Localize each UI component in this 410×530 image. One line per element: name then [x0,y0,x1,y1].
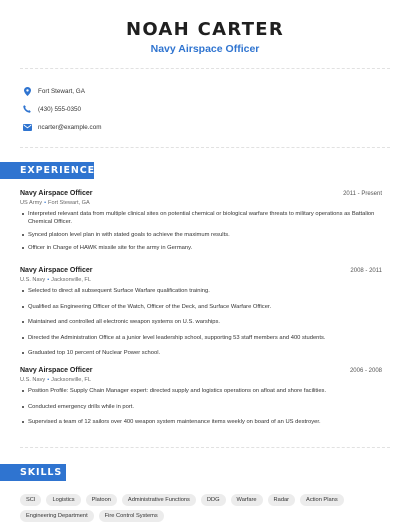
skill-chip: Platoon [86,494,117,506]
job-bullet: Conducted emergency drills while in port. [20,403,382,411]
job-meta: U.S. Navy • Jacksonville, FL [20,377,91,383]
job-meta: U.S. Navy • Jacksonville, FL [20,277,91,283]
job-bullets [20,210,382,252]
skill-chip: Radar [268,494,296,506]
job-location: Fort Stewart, GA [48,200,90,206]
experience-heading: EXPERIENCE [0,162,94,179]
phone-icon [22,104,32,114]
job-bullet: Interpreted relevant data from multiple clinical sites on potential chemical or biological warfare threats to military operations as Battalion Chemical Officer. [20,210,382,226]
resume-header [0,0,410,55]
contact-email[interactable] [22,118,101,136]
job-bullet: Officer in Charge of HAWK missile site for the army in Germany. [20,244,382,252]
job-location: Jacksonville, FL [51,277,91,283]
job-bullet: Maintained and controlled all electronic weapon systems on U.S. warships. [20,318,382,326]
skill-chip: Administrative Functions [122,494,196,506]
email-icon [22,122,32,132]
experience-entry [20,190,382,252]
job-bullets [20,287,382,357]
contact-divider [20,147,390,148]
job-org: U.S. Navy [20,277,46,283]
contact-phone [22,100,101,118]
experience-entry [20,267,382,357]
job-bullet: Supervised a team of 12 sailors over 400 weapon system maintenance items weekly on board of an US destroyer. [20,418,382,426]
job-location: Jacksonville, FL [51,377,91,383]
contact-location [22,82,101,100]
job-bullet: Synced platoon level plan in with stated goals to achieve the maximum results. [20,231,382,239]
job-bullet: Qualified as Engineering Officer of the Watch, Officer of the Deck, and Surface Warfare Officer. [20,303,382,311]
job-date: 2011 - Present [343,191,382,197]
job-bullet: Graduated top 10 percent of Nuclear Power school. [20,349,382,357]
skill-chip: DDG [201,494,226,506]
job-title: Navy Airspace Officer [20,367,93,374]
skills-heading: SKILLS [0,464,66,481]
skills-list [20,494,400,526]
job-bullet: Selected to direct all subsequent Surface Warfare qualification training. [20,287,382,295]
job-org: U.S. Navy [20,377,46,383]
location-pin-icon [22,86,32,96]
job-date: 2006 - 2008 [349,368,382,374]
skill-chip: Action Plans [300,494,344,506]
header-divider [20,68,390,69]
skill-chip: Logistics [46,494,80,506]
candidate-role: Navy Airspace Officer [150,43,260,55]
job-meta: US Army • Fort Stewart, GA [20,200,90,206]
job-bullet: Directed the Administration Office at a junior level leadership school, supporting 53 staff members and 400 students. [20,334,382,342]
skill-chip: Engineering Department [20,510,94,522]
job-bullets [20,387,382,426]
job-title: Navy Airspace Officer [20,267,93,274]
skill-chip: Fire Control Systems [99,510,164,522]
job-bullet: Position Profile: Supply Chain Manager expert: directed supply and logistics operations on afloat and shore facilities. [20,387,382,395]
contact-location-text: Fort Stewart, GA [38,87,85,95]
job-date: 2008 - 2011 [350,268,382,274]
contact-phone-text: (430) 555-0350 [38,105,82,113]
experience-divider [20,447,390,448]
job-title: Navy Airspace Officer [20,190,93,197]
contact-list [22,82,101,136]
candidate-name: NOAH CARTER [125,19,285,40]
skill-chip: Warfare [231,494,263,506]
job-org: US Army [20,200,43,206]
skill-chip: SCI [20,494,41,506]
contact-email-text[interactable]: ncarter@example.com [38,123,102,131]
experience-entry [20,367,382,426]
